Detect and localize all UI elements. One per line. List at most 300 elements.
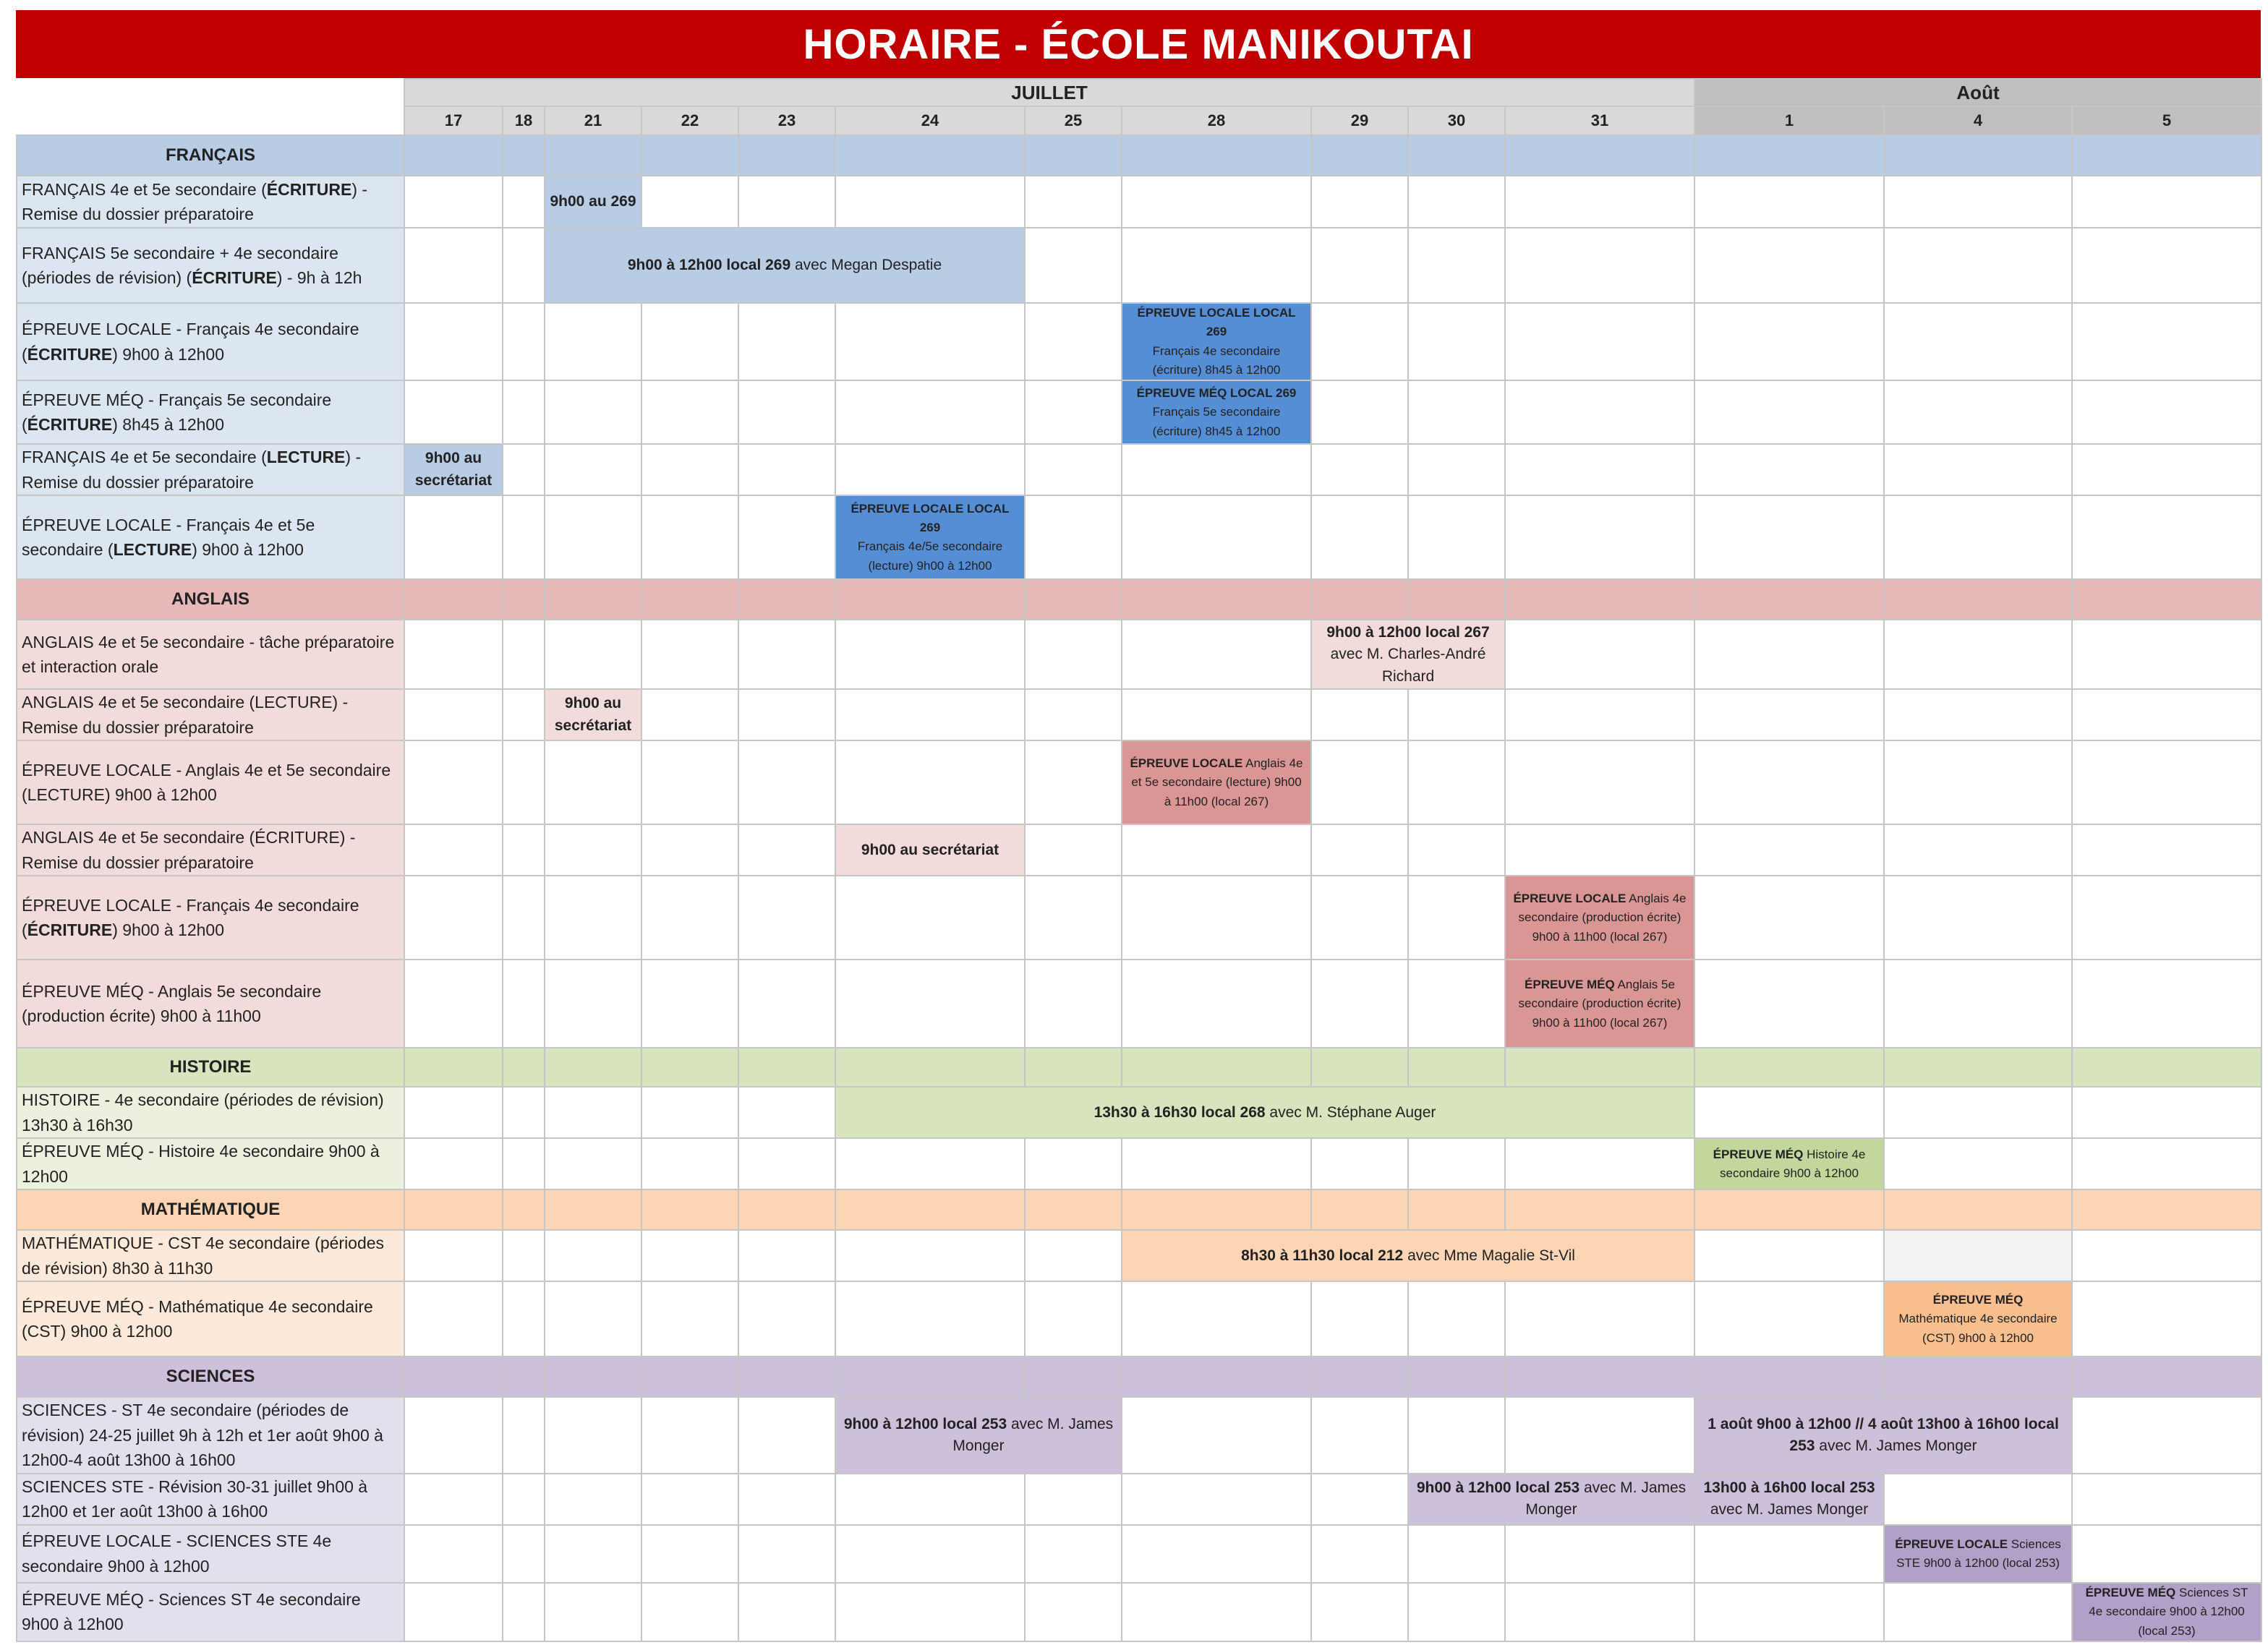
empty-cell bbox=[1694, 1048, 1884, 1087]
row-label: ÉPREUVE MÉQ - Sciences ST 4e secondaire 9h00 à 12h00 bbox=[17, 1583, 404, 1641]
day-header: 21 bbox=[545, 106, 641, 135]
table-row bbox=[17, 303, 2261, 380]
table-row bbox=[17, 689, 2261, 740]
empty-cell bbox=[1884, 380, 2072, 444]
empty-cell bbox=[1694, 620, 1884, 689]
empty-cell bbox=[1884, 740, 2072, 824]
empty-cell bbox=[1122, 1525, 1311, 1583]
exam-cell: ÉPREUVE LOCALE LOCAL 269 Français 4e secondaire (écriture) 8h45 à 12h00 bbox=[1122, 303, 1311, 380]
exam-cell: ÉPREUVE LOCALE Sciences STE 9h00 à 12h00 (local 253) bbox=[1884, 1525, 2072, 1583]
empty-cell bbox=[503, 135, 545, 176]
empty-cell bbox=[1311, 1525, 1408, 1583]
row-label: ÉPREUVE LOCALE - Français 4e secondaire (ÉCRITURE) 9h00 à 12h00 bbox=[17, 876, 404, 960]
empty-cell bbox=[1884, 303, 2072, 380]
empty-cell bbox=[1025, 1230, 1122, 1281]
day-header: 1 bbox=[1694, 106, 1884, 135]
empty-cell bbox=[1694, 1087, 1884, 1138]
empty-cell bbox=[1884, 1474, 2072, 1525]
empty-cell bbox=[1505, 176, 1694, 228]
empty-cell bbox=[738, 444, 835, 495]
empty-cell bbox=[738, 876, 835, 960]
empty-cell bbox=[503, 689, 545, 740]
empty-cell bbox=[503, 1583, 545, 1641]
empty-cell bbox=[545, 444, 641, 495]
empty-cell bbox=[1884, 689, 2072, 740]
empty-cell bbox=[1122, 824, 1311, 876]
empty-cell bbox=[641, 176, 738, 228]
section-title: HISTOIRE bbox=[17, 1048, 404, 1087]
empty-cell bbox=[2072, 444, 2261, 495]
empty-cell bbox=[1408, 495, 1505, 579]
header-blank bbox=[17, 106, 404, 135]
empty-cell bbox=[738, 1087, 835, 1138]
section-header-histoire bbox=[17, 1048, 2261, 1087]
empty-cell bbox=[545, 824, 641, 876]
empty-cell bbox=[545, 1230, 641, 1281]
row-label: MATHÉMATIQUE - CST 4e secondaire (périodes de révision) 8h30 à 11h30 bbox=[17, 1230, 404, 1281]
empty-cell bbox=[1122, 876, 1311, 960]
empty-cell bbox=[1122, 620, 1311, 689]
empty-cell bbox=[1884, 824, 2072, 876]
empty-cell bbox=[404, 689, 503, 740]
row-label: ÉPREUVE LOCALE - Français 4e et 5e secondaire (LECTURE) 9h00 à 12h00 bbox=[17, 495, 404, 579]
empty-cell bbox=[1025, 1138, 1122, 1189]
row-label: ÉPREUVE LOCALE - SCIENCES STE 4e secondaire 9h00 à 12h00 bbox=[17, 1525, 404, 1583]
empty-cell bbox=[1505, 824, 1694, 876]
row-label: FRANÇAIS 4e et 5e secondaire (LECTURE) - Remise du dossier préparatoire bbox=[17, 444, 404, 495]
empty-cell bbox=[503, 1087, 545, 1138]
empty-cell bbox=[2072, 135, 2261, 176]
event-cell: 13h30 à 16h30 local 268 avec M. Stéphane Auger bbox=[835, 1087, 1694, 1138]
empty-cell bbox=[1505, 1189, 1694, 1230]
empty-cell bbox=[1408, 579, 1505, 620]
empty-cell bbox=[2072, 960, 2261, 1048]
empty-cell bbox=[2072, 380, 2261, 444]
table-row bbox=[17, 1281, 2261, 1356]
empty-cell bbox=[1408, 1138, 1505, 1189]
empty-cell bbox=[1122, 1583, 1311, 1641]
empty-cell bbox=[738, 689, 835, 740]
empty-cell bbox=[1694, 1525, 1884, 1583]
empty-cell bbox=[738, 495, 835, 579]
empty-cell bbox=[641, 1525, 738, 1583]
empty-cell bbox=[738, 1281, 835, 1356]
empty-cell bbox=[2072, 176, 2261, 228]
empty-cell bbox=[1694, 135, 1884, 176]
empty-cell bbox=[503, 228, 545, 303]
schedule-table bbox=[16, 78, 2262, 1642]
empty-cell bbox=[738, 1230, 835, 1281]
empty-cell bbox=[545, 1474, 641, 1525]
empty-cell bbox=[1408, 824, 1505, 876]
empty-cell bbox=[1694, 1230, 1884, 1281]
empty-cell bbox=[2072, 1525, 2261, 1583]
empty-cell bbox=[1122, 444, 1311, 495]
empty-cell bbox=[1025, 579, 1122, 620]
month-header-row bbox=[17, 79, 2261, 106]
empty-cell bbox=[1311, 1356, 1408, 1397]
month-august: Août bbox=[1694, 79, 2261, 106]
empty-cell bbox=[503, 444, 545, 495]
table-row bbox=[17, 1230, 2261, 1281]
empty-cell bbox=[1025, 135, 1122, 176]
empty-cell bbox=[738, 1138, 835, 1189]
row-label: ANGLAIS 4e et 5e secondaire (ÉCRITURE) - Remise du dossier préparatoire bbox=[17, 824, 404, 876]
empty-cell bbox=[503, 1281, 545, 1356]
table-row bbox=[17, 228, 2261, 303]
empty-cell bbox=[2072, 1397, 2261, 1474]
empty-cell bbox=[545, 876, 641, 960]
empty-cell bbox=[641, 1281, 738, 1356]
exam-cell: ÉPREUVE MÉQ Anglais 5e secondaire (production écrite) 9h00 à 11h00 (local 267) bbox=[1505, 960, 1694, 1048]
empty-cell bbox=[2072, 1138, 2261, 1189]
day-header: 17 bbox=[404, 106, 503, 135]
empty-cell bbox=[1694, 1583, 1884, 1641]
empty-cell bbox=[1025, 620, 1122, 689]
empty-cell bbox=[404, 1583, 503, 1641]
empty-cell bbox=[1505, 1138, 1694, 1189]
empty-cell bbox=[545, 1281, 641, 1356]
empty-cell bbox=[835, 176, 1025, 228]
empty-cell bbox=[1025, 444, 1122, 495]
day-header: 24 bbox=[835, 106, 1025, 135]
empty-cell bbox=[738, 740, 835, 824]
empty-cell bbox=[835, 1474, 1025, 1525]
empty-cell bbox=[835, 1356, 1025, 1397]
empty-cell bbox=[738, 380, 835, 444]
empty-cell bbox=[738, 824, 835, 876]
empty-cell bbox=[1311, 960, 1408, 1048]
empty-cell bbox=[545, 1048, 641, 1087]
row-label: ANGLAIS 4e et 5e secondaire - tâche préparatoire et interaction orale bbox=[17, 620, 404, 689]
empty-cell bbox=[1311, 135, 1408, 176]
empty-cell bbox=[1311, 495, 1408, 579]
empty-cell bbox=[545, 303, 641, 380]
empty-cell bbox=[404, 1356, 503, 1397]
empty-cell bbox=[1311, 876, 1408, 960]
header-blank bbox=[17, 79, 404, 106]
row-label: SCIENCES - ST 4e secondaire (périodes de révision) 24-25 juillet 9h à 12h et 1er août 9h00 à 12h00-4 août 13h00 à 16h00 bbox=[17, 1397, 404, 1474]
empty-cell bbox=[1408, 176, 1505, 228]
empty-cell bbox=[1694, 876, 1884, 960]
empty-cell bbox=[1884, 1048, 2072, 1087]
empty-cell bbox=[1884, 1189, 2072, 1230]
empty-cell bbox=[835, 960, 1025, 1048]
empty-cell bbox=[503, 1474, 545, 1525]
empty-cell bbox=[1025, 740, 1122, 824]
empty-cell bbox=[1025, 303, 1122, 380]
event-cell: 9h00 à 12h00 local 267 avec M. Charles-André Richard bbox=[1311, 620, 1505, 689]
row-label: FRANÇAIS 4e et 5e secondaire (ÉCRITURE) - Remise du dossier préparatoire bbox=[17, 176, 404, 228]
empty-cell bbox=[2072, 1230, 2261, 1281]
empty-cell bbox=[1505, 579, 1694, 620]
empty-cell bbox=[835, 876, 1025, 960]
empty-cell bbox=[404, 960, 503, 1048]
empty-cell bbox=[1694, 1189, 1884, 1230]
table-row bbox=[17, 1474, 2261, 1525]
empty-cell bbox=[2072, 620, 2261, 689]
empty-cell bbox=[1025, 1583, 1122, 1641]
empty-cell bbox=[2072, 1087, 2261, 1138]
empty-cell bbox=[1122, 960, 1311, 1048]
empty-cell bbox=[2072, 495, 2261, 579]
row-label: ANGLAIS 4e et 5e secondaire (LECTURE) - Remise du dossier préparatoire bbox=[17, 689, 404, 740]
empty-cell bbox=[641, 824, 738, 876]
empty-cell bbox=[503, 495, 545, 579]
empty-cell bbox=[1694, 303, 1884, 380]
empty-cell bbox=[738, 1583, 835, 1641]
page-title: HORAIRE - ÉCOLE MANIKOUTAI bbox=[16, 10, 2261, 78]
table-row bbox=[17, 1397, 2261, 1474]
empty-cell bbox=[404, 380, 503, 444]
empty-cell bbox=[1025, 689, 1122, 740]
empty-cell bbox=[738, 1189, 835, 1230]
empty-cell bbox=[1884, 1138, 2072, 1189]
empty-cell bbox=[404, 1525, 503, 1583]
row-label: ÉPREUVE MÉQ - Mathématique 4e secondaire (CST) 9h00 à 12h00 bbox=[17, 1281, 404, 1356]
empty-cell bbox=[545, 579, 641, 620]
empty-cell bbox=[835, 1525, 1025, 1583]
empty-cell bbox=[1311, 689, 1408, 740]
empty-cell bbox=[1122, 689, 1311, 740]
empty-cell bbox=[835, 1189, 1025, 1230]
empty-cell bbox=[1122, 1138, 1311, 1189]
empty-cell bbox=[1311, 824, 1408, 876]
empty-cell bbox=[545, 1525, 641, 1583]
empty-cell bbox=[1311, 1048, 1408, 1087]
event-cell: 9h00 à 12h00 local 253 avec M. James Monger bbox=[1408, 1474, 1694, 1525]
empty-cell bbox=[641, 1356, 738, 1397]
day-header: 4 bbox=[1884, 106, 2072, 135]
empty-cell bbox=[1884, 960, 2072, 1048]
exam-cell: ÉPREUVE MÉQ Mathématique 4e secondaire (CST) 9h00 à 12h00 bbox=[1884, 1281, 2072, 1356]
empty-cell bbox=[641, 1048, 738, 1087]
empty-cell bbox=[1505, 1525, 1694, 1583]
empty-cell bbox=[1408, 228, 1505, 303]
empty-cell bbox=[503, 1138, 545, 1189]
empty-cell bbox=[545, 1397, 641, 1474]
empty-cell bbox=[545, 1138, 641, 1189]
empty-cell bbox=[1408, 1356, 1505, 1397]
empty-cell bbox=[1025, 228, 1122, 303]
day-header-row bbox=[17, 106, 2261, 135]
empty-cell bbox=[1408, 876, 1505, 960]
empty-cell bbox=[2072, 824, 2261, 876]
empty-cell bbox=[738, 1048, 835, 1087]
empty-cell bbox=[641, 444, 738, 495]
empty-cell bbox=[1025, 380, 1122, 444]
month-july: JUILLET bbox=[404, 79, 1694, 106]
empty-cell bbox=[2072, 1356, 2261, 1397]
row-label: HISTOIRE - 4e secondaire (périodes de révision) 13h30 à 16h30 bbox=[17, 1087, 404, 1138]
row-label: FRANÇAIS 5e secondaire + 4e secondaire (périodes de révision) (ÉCRITURE) - 9h à 12h bbox=[17, 228, 404, 303]
empty-cell bbox=[404, 824, 503, 876]
empty-cell bbox=[738, 1397, 835, 1474]
empty-cell bbox=[1122, 579, 1311, 620]
empty-cell bbox=[1311, 1397, 1408, 1474]
empty-cell bbox=[545, 1356, 641, 1397]
empty-cell bbox=[835, 444, 1025, 495]
empty-cell bbox=[1025, 495, 1122, 579]
day-header: 31 bbox=[1505, 106, 1694, 135]
event-cell: 9h00 au secrétariat bbox=[545, 689, 641, 740]
section-title: SCIENCES bbox=[17, 1356, 404, 1397]
empty-cell bbox=[738, 303, 835, 380]
table-row bbox=[17, 1087, 2261, 1138]
exam-cell: ÉPREUVE MÉQ Sciences ST 4e secondaire 9h00 à 12h00 (local 253) bbox=[2072, 1583, 2261, 1641]
empty-cell bbox=[1505, 495, 1694, 579]
empty-cell bbox=[1505, 444, 1694, 495]
event-cell: 9h00 au secrétariat bbox=[404, 444, 503, 495]
exam-cell: ÉPREUVE LOCALE Anglais 4e et 5e secondaire (lecture) 9h00 à 11h00 (local 267) bbox=[1122, 740, 1311, 824]
empty-cell bbox=[1025, 960, 1122, 1048]
empty-cell bbox=[1694, 1356, 1884, 1397]
table-row bbox=[17, 176, 2261, 228]
empty-cell bbox=[1408, 380, 1505, 444]
empty-cell bbox=[404, 1397, 503, 1474]
empty-cell bbox=[503, 176, 545, 228]
empty-cell bbox=[738, 620, 835, 689]
empty-cell bbox=[503, 303, 545, 380]
empty-cell bbox=[835, 1583, 1025, 1641]
empty-cell bbox=[641, 495, 738, 579]
empty-cell bbox=[503, 1397, 545, 1474]
empty-cell bbox=[1311, 740, 1408, 824]
empty-cell bbox=[835, 380, 1025, 444]
day-header: 28 bbox=[1122, 106, 1311, 135]
empty-cell bbox=[1505, 689, 1694, 740]
empty-cell bbox=[738, 1356, 835, 1397]
empty-cell bbox=[1884, 579, 2072, 620]
empty-cell bbox=[1311, 303, 1408, 380]
empty-cell bbox=[1884, 495, 2072, 579]
empty-cell bbox=[404, 1048, 503, 1087]
row-label: ÉPREUVE MÉQ - Français 5e secondaire (ÉCRITURE) 8h45 à 12h00 bbox=[17, 380, 404, 444]
day-header: 23 bbox=[738, 106, 835, 135]
section-header-sciences bbox=[17, 1356, 2261, 1397]
empty-cell bbox=[545, 495, 641, 579]
empty-cell bbox=[2072, 1281, 2261, 1356]
empty-cell bbox=[1505, 1583, 1694, 1641]
empty-cell bbox=[1694, 960, 1884, 1048]
event-cell: 8h30 à 11h30 local 212 avec Mme Magalie St-Vil bbox=[1122, 1230, 1694, 1281]
empty-cell bbox=[404, 579, 503, 620]
empty-cell bbox=[503, 1356, 545, 1397]
empty-cell bbox=[1408, 1397, 1505, 1474]
empty-cell bbox=[545, 960, 641, 1048]
empty-cell bbox=[1884, 176, 2072, 228]
empty-cell bbox=[1408, 303, 1505, 380]
empty-cell bbox=[2072, 579, 2261, 620]
empty-cell bbox=[1025, 1525, 1122, 1583]
empty-cell bbox=[835, 303, 1025, 380]
empty-cell bbox=[503, 876, 545, 960]
empty-cell bbox=[1505, 1356, 1694, 1397]
empty-cell bbox=[1122, 1048, 1311, 1087]
row-label: ÉPREUVE MÉQ - Anglais 5e secondaire (production écrite) 9h00 à 11h00 bbox=[17, 960, 404, 1048]
empty-cell bbox=[545, 1189, 641, 1230]
empty-cell bbox=[1122, 1474, 1311, 1525]
empty-cell bbox=[2072, 876, 2261, 960]
empty-cell bbox=[1025, 876, 1122, 960]
empty-cell bbox=[2072, 740, 2261, 824]
empty-cell bbox=[1884, 620, 2072, 689]
table-row bbox=[17, 824, 2261, 876]
empty-cell bbox=[641, 1087, 738, 1138]
empty-cell bbox=[1505, 228, 1694, 303]
empty-cell bbox=[1025, 1356, 1122, 1397]
empty-cell bbox=[1408, 1525, 1505, 1583]
empty-cell bbox=[641, 1474, 738, 1525]
empty-cell bbox=[1884, 1087, 2072, 1138]
empty-cell bbox=[1311, 444, 1408, 495]
empty-cell bbox=[503, 380, 545, 444]
empty-cell bbox=[1408, 444, 1505, 495]
empty-cell bbox=[1505, 740, 1694, 824]
empty-cell bbox=[404, 1189, 503, 1230]
empty-cell bbox=[1408, 1189, 1505, 1230]
empty-cell bbox=[1694, 689, 1884, 740]
empty-cell bbox=[835, 579, 1025, 620]
empty-cell bbox=[1694, 444, 1884, 495]
empty-cell bbox=[545, 380, 641, 444]
empty-cell bbox=[1122, 228, 1311, 303]
empty-cell bbox=[641, 620, 738, 689]
empty-cell bbox=[1505, 135, 1694, 176]
empty-cell bbox=[1884, 876, 2072, 960]
empty-cell bbox=[1694, 380, 1884, 444]
day-header: 30 bbox=[1408, 106, 1505, 135]
empty-cell bbox=[1025, 176, 1122, 228]
empty-cell bbox=[1694, 495, 1884, 579]
empty-cell bbox=[1505, 303, 1694, 380]
empty-cell bbox=[1408, 689, 1505, 740]
day-header: 29 bbox=[1311, 106, 1408, 135]
exam-cell: ÉPREUVE LOCALE LOCAL 269 Français 4e/5e secondaire (lecture) 9h00 à 12h00 bbox=[835, 495, 1025, 579]
empty-cell bbox=[2072, 303, 2261, 380]
empty-cell bbox=[404, 495, 503, 579]
empty-cell bbox=[835, 740, 1025, 824]
empty-cell bbox=[503, 579, 545, 620]
day-header: 25 bbox=[1025, 106, 1122, 135]
empty-cell bbox=[1311, 579, 1408, 620]
empty-cell bbox=[503, 1230, 545, 1281]
empty-cell bbox=[404, 620, 503, 689]
empty-cell bbox=[1505, 380, 1694, 444]
empty-cell bbox=[1122, 495, 1311, 579]
empty-cell bbox=[404, 740, 503, 824]
section-header-math bbox=[17, 1189, 2261, 1230]
empty-cell bbox=[1884, 228, 2072, 303]
empty-cell bbox=[1694, 176, 1884, 228]
empty-cell bbox=[1122, 1281, 1311, 1356]
empty-cell bbox=[641, 740, 738, 824]
empty-cell bbox=[1408, 1281, 1505, 1356]
table-row bbox=[17, 1138, 2261, 1189]
empty-cell bbox=[1884, 444, 2072, 495]
row-label: SCIENCES STE - Révision 30-31 juillet 9h00 à 12h00 et 1er août 13h00 à 16h00 bbox=[17, 1474, 404, 1525]
empty-cell bbox=[738, 960, 835, 1048]
empty-cell bbox=[641, 380, 738, 444]
empty-cell bbox=[545, 1583, 641, 1641]
row-label: ÉPREUVE LOCALE - Français 4e secondaire (ÉCRITURE) 9h00 à 12h00 bbox=[17, 303, 404, 380]
empty-cell bbox=[641, 1138, 738, 1189]
empty-cell bbox=[404, 1474, 503, 1525]
empty-cell bbox=[2072, 1189, 2261, 1230]
section-title: MATHÉMATIQUE bbox=[17, 1189, 404, 1230]
empty-cell bbox=[1408, 740, 1505, 824]
empty-cell bbox=[1505, 1281, 1694, 1356]
